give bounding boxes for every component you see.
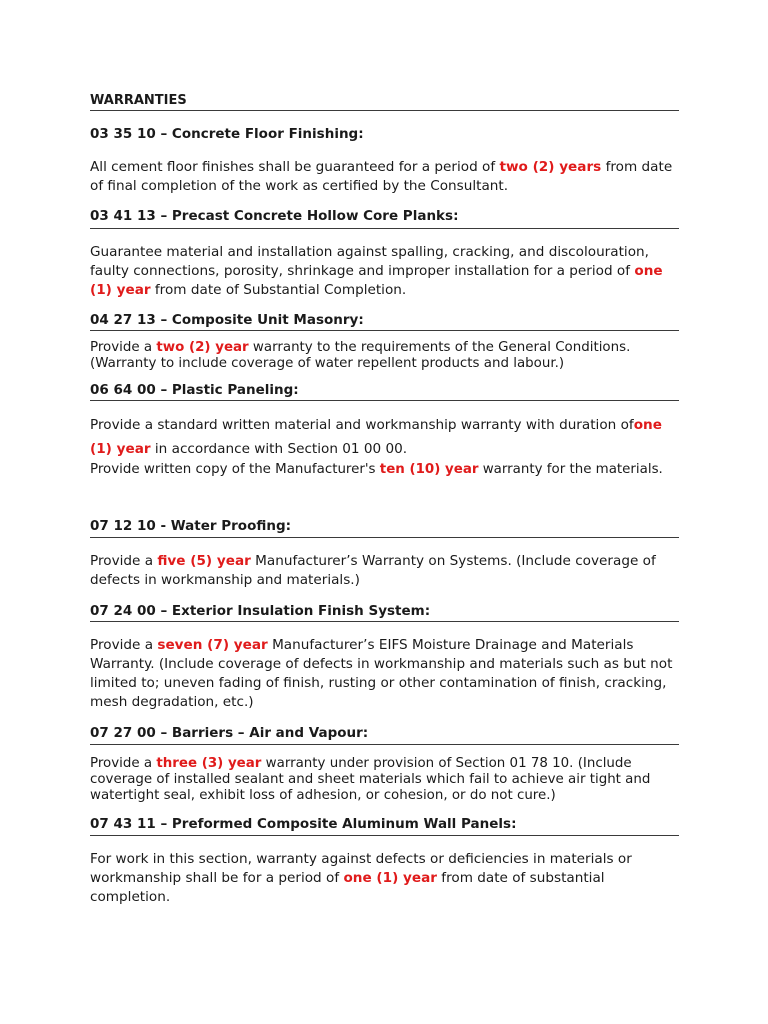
section-paragraph: Provide a three (3) year warranty under provision of Section 01 78 10. (Include coverage of installed sealant and sheet materials which fail to achieve air tight and watertight seal, exhibit loss of adhesion, or cohesion, or do not cure.) xyxy=(90,756,651,803)
section-heading: 03 41 13 – Precast Concrete Hollow Core Planks: xyxy=(90,208,459,224)
divider xyxy=(90,110,679,111)
warranty-term: one (1) year xyxy=(90,417,662,457)
section-heading: 07 12 10 - Water Proofing: xyxy=(90,518,292,534)
section-paragraph: For work in this section, warranty against defects or deficiencies in materials or workmanship shall be for a period of one (1) year from date of substantial completion. xyxy=(90,851,632,905)
warranty-term: one (1) year xyxy=(90,263,663,298)
warranty-term: two (2) year xyxy=(156,340,249,355)
section-heading: 04 27 13 – Composite Unit Masonry: xyxy=(90,312,364,328)
section-heading: 03 35 10 – Concrete Floor Finishing: xyxy=(90,126,364,142)
section-heading: 06 64 00 – Plastic Paneling: xyxy=(90,382,299,398)
section-paragraph: Provide a two (2) year warranty to the requirements of the General Conditions. (Warranty to include coverage of water repellent products and labour.) xyxy=(90,340,631,371)
divider xyxy=(90,537,679,538)
divider xyxy=(90,835,679,836)
warranty-term: ten (10) year xyxy=(379,462,479,477)
section-heading: 07 27 00 – Barriers – Air and Vapour: xyxy=(90,725,369,741)
warranty-term: one (1) year xyxy=(343,870,437,886)
section-paragraph: Guarantee material and installation against spalling, cracking, and discolouration, faulty connections, porosity, shrinkage and improper installation for a period of one (1) year from date of Substantial Completion. xyxy=(90,244,663,298)
divider xyxy=(90,330,679,331)
document-title: WARRANTIES xyxy=(90,93,187,108)
divider xyxy=(90,621,679,622)
warranty-term: two (2) years xyxy=(499,159,602,175)
section-paragraph: All cement floor finishes shall be guaranteed for a period of two (2) years from date of final completion of the work as certified by the Consultant. xyxy=(90,159,673,194)
warranty-term: three (3) year xyxy=(156,756,262,771)
divider xyxy=(90,228,679,229)
section-paragraph: Provide a standard written material and workmanship warranty with duration ofone (1) year in accordance with Section 01 00 00. xyxy=(90,417,662,457)
section-paragraph: Provide written copy of the Manufacturer's ten (10) year warranty for the materials. xyxy=(90,462,663,477)
warranty-term: five (5) year xyxy=(157,553,251,569)
section-heading: 07 24 00 – Exterior Insulation Finish System: xyxy=(90,603,431,619)
section-heading: 07 43 11 – Preformed Composite Aluminum Wall Panels: xyxy=(90,816,517,832)
section-paragraph: Provide a five (5) year Manufacturer’s Warranty on Systems. (Include coverage of defects in workmanship and materials.) xyxy=(90,553,656,588)
section-paragraph: Provide a seven (7) year Manufacturer’s EIFS Moisture Drainage and Materials Warranty. (Include coverage of defects in workmanship and materials such as but not limited to; uneven fading of finish, rusting or other contamination of finish, cracking, mesh degradation, etc.) xyxy=(90,637,673,710)
divider xyxy=(90,400,679,401)
warranty-term: seven (7) year xyxy=(157,637,268,653)
divider xyxy=(90,744,679,745)
